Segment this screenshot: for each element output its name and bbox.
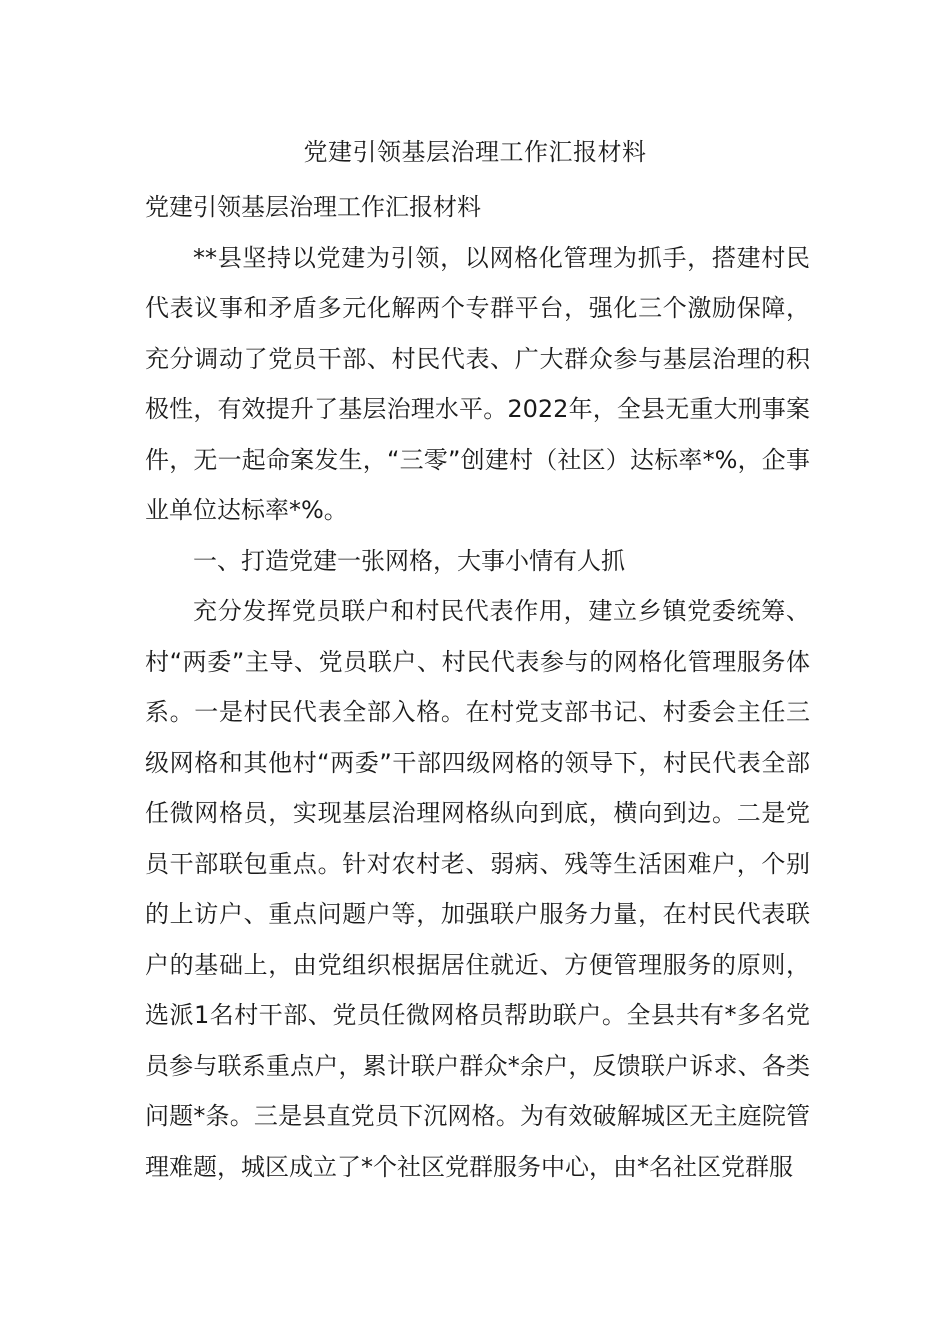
paragraph-section-1: 充分发挥党员联户和村民代表作用，建立乡镇党委统筹、村“两委”主导、党员联户、村民代表参与的网格化管理服务体系。一是村民代表全部入格。在村党支部书记、村委会主任三级网格和其他村“两委”干部四级网格的领导下，村民代表全部任微网格员，实现基层治理网格纵向到底，横向到边。二是党员干部联包重点。针对农村老、弱病、残等生活困难户，个别的上访户、重点问题户等，加强联户服务力量，在村民代表联户的基础上，由党组织根据居住就近、方便管理服务的原则，选派1名村干部、党员任微网格员帮助联户。全县共有*多名党员参与联系重点户，累计联户群众*余户，反馈联户诉求、各类问题*条。三是县直党员下沉网格。为有效破解城区无主庭院管理难题，城区成立了*个社区党群服务中心，由*名社区党群服 bbox=[145, 597, 810, 1181]
document-subtitle: 党建引领基层治理工作汇报材料 bbox=[145, 193, 481, 221]
section-heading-1: 一、打造党建一张网格，大事小情有人抓 bbox=[193, 546, 625, 575]
document-body bbox=[145, 182, 810, 1192]
paragraph-intro: **县坚持以党建为引领，以网格化管理为抓手，搭建村民代表议事和矛盾多元化解两个专群平台，强化三个激励保障，充分调动了党员干部、村民代表、广大群众参与基层治理的积极性，有效提升了基层治理水平。2022年，全县无重大刑事案件，无一起命案发生，“三零”创建村（社区）达标率*%，企事业单位达标率*%。 bbox=[145, 243, 810, 524]
document-title: 党建引领基层治理工作汇报材料 bbox=[303, 138, 647, 166]
